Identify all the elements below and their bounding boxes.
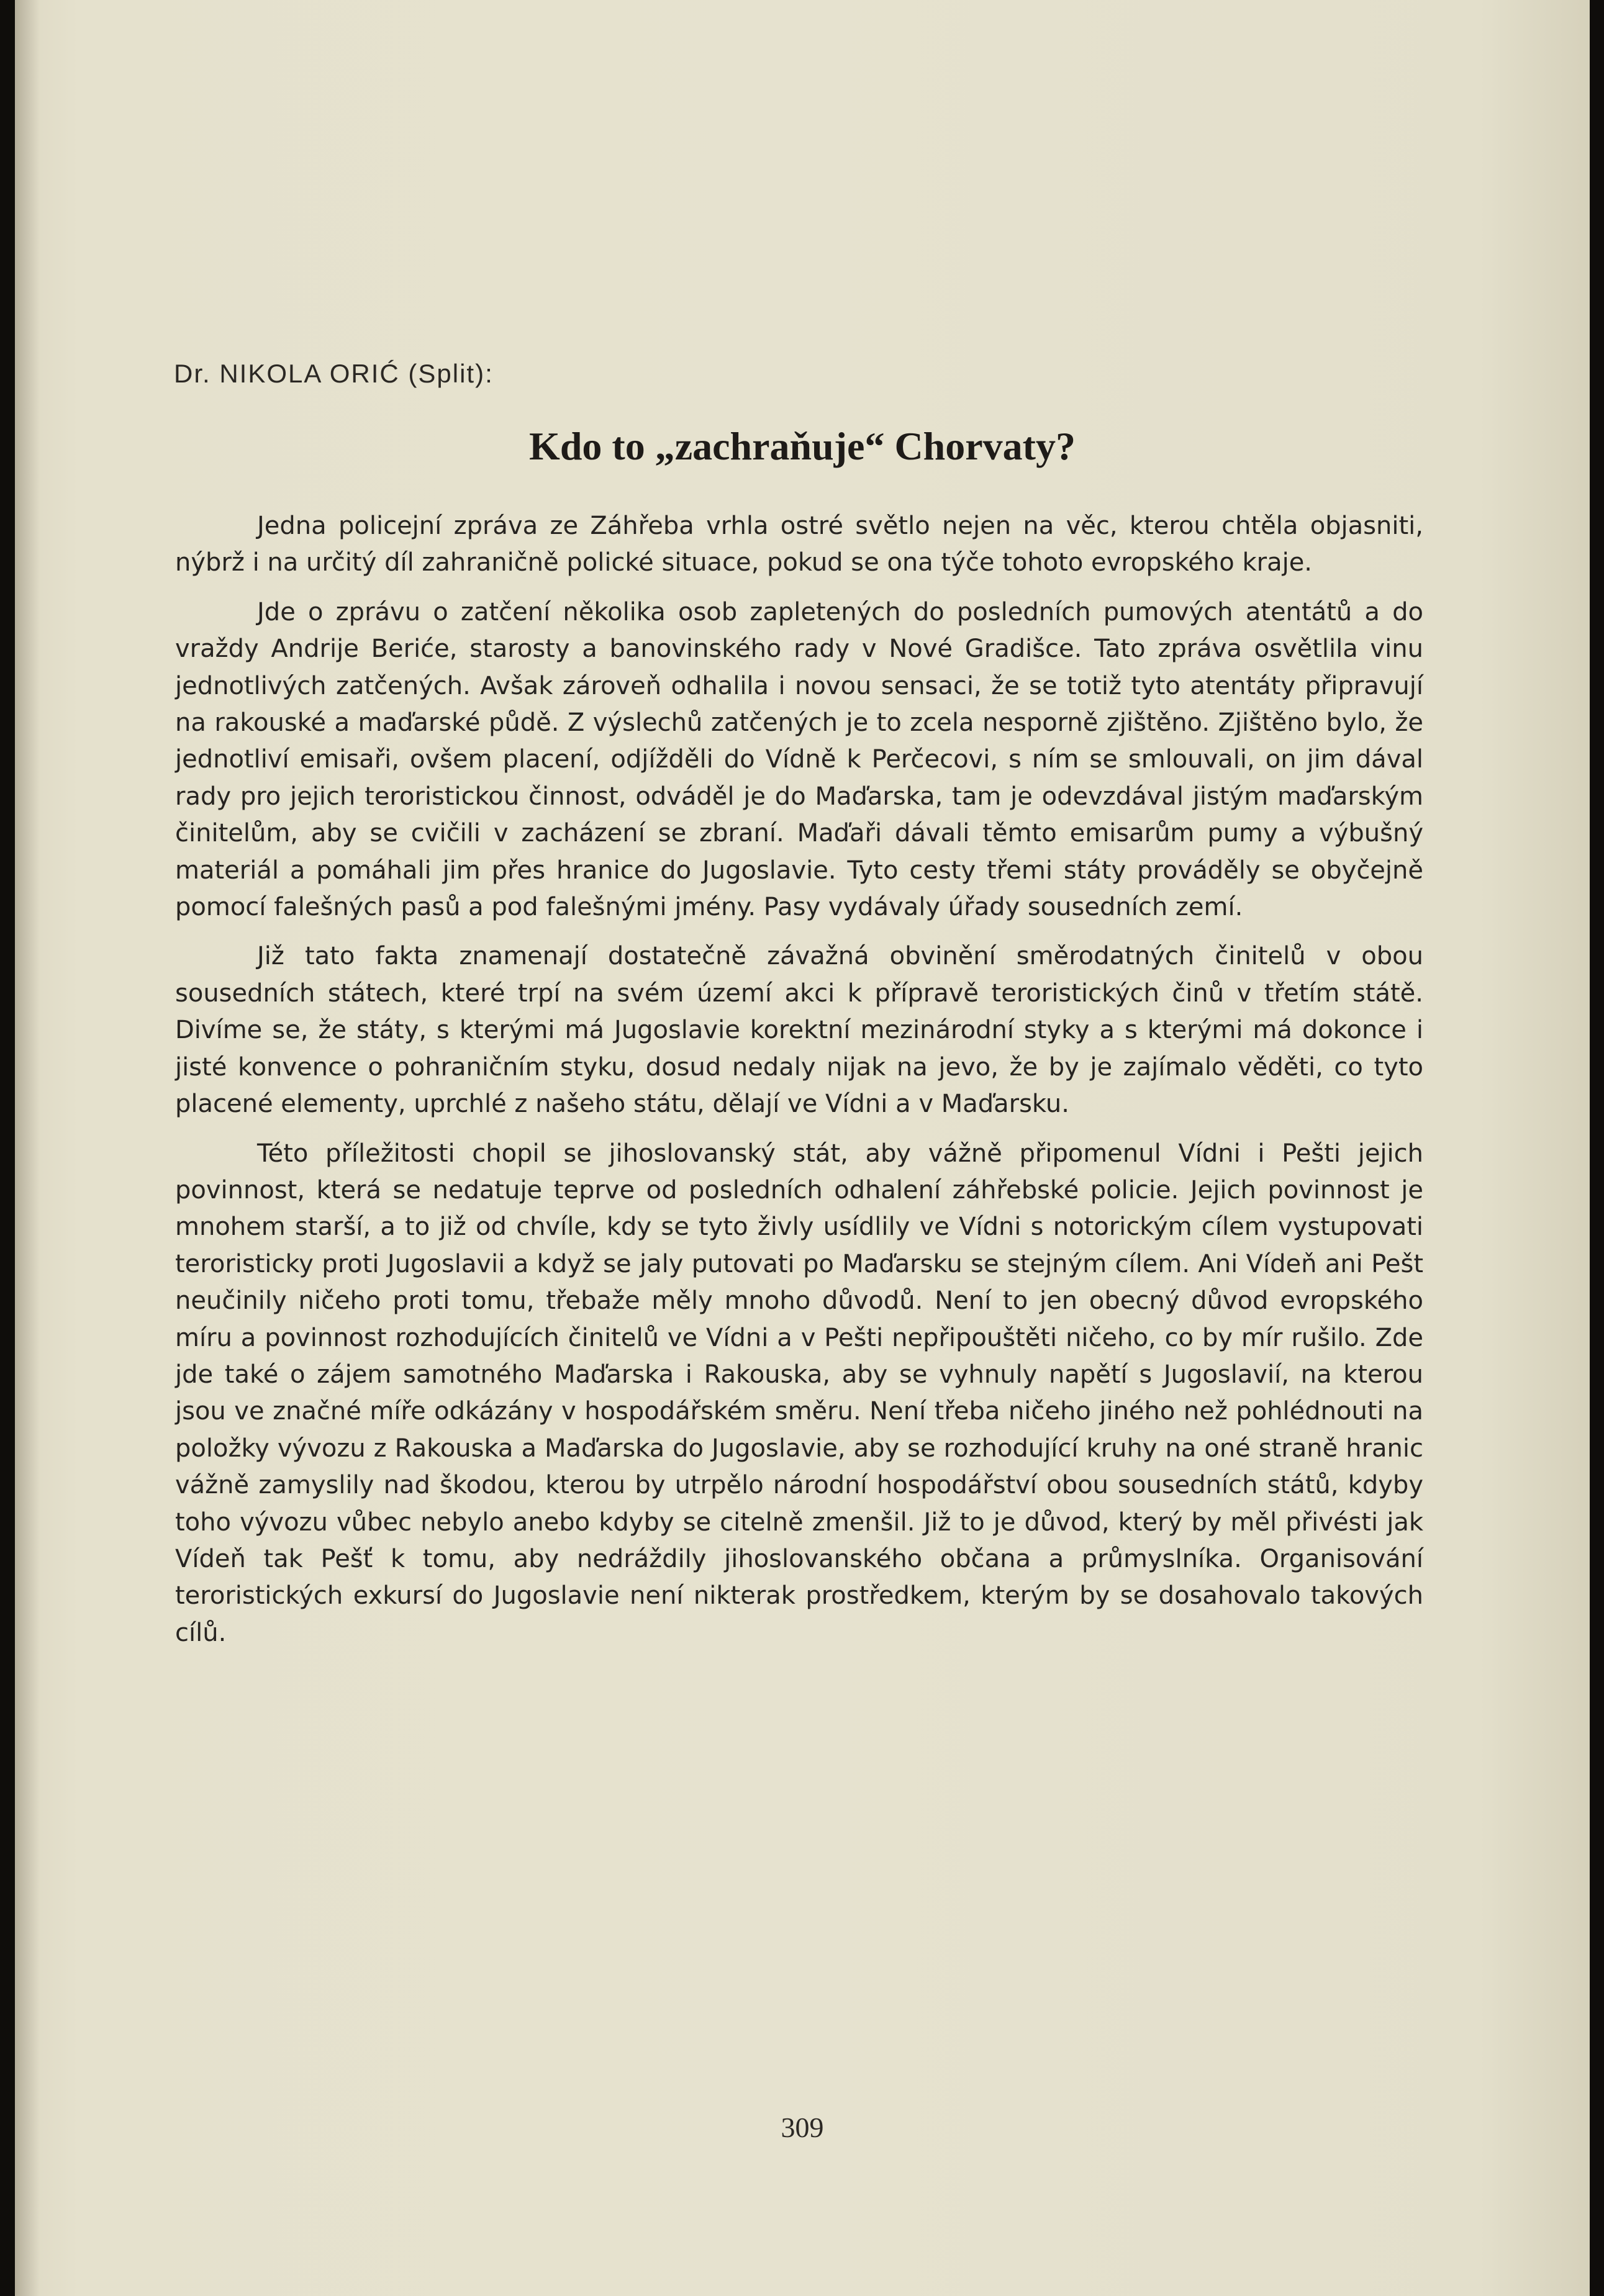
author-byline: Dr. NIKOLA ORIĆ (Split): <box>174 359 494 388</box>
paragraph: Jedna policejní zpráva ze Záhřeba vrhla ostré světlo nejen na věc, kterou chtěla objasniti, nýbrž i na určitý díl zahraničně polické situace, pokud se ona týče tohoto evropského kraje. <box>175 512 1423 577</box>
page-number: 309 <box>781 2112 824 2143</box>
paragraph: Jde o zprávu o zatčení několika osob zapletených do posledních pumových atentátů a do vraždy Andrije Beriće, starosty a banovinského rady v Nové Gradišce. Tato zpráva osvětlila vinu jednotlivých zatčených. Avšak zároveň odhalila i novou sensaci, že se totiž tyto atentáty připravují na rakouské a maďarské půdě. Z výslechů zatčených je to zcela nesporně zjištěno. Zjištěno bylo, že jednotliví emisaři, ovšem placení, odjížděli do Vídně k Perčecovi, s ním se smlouvali, on jim dával rady pro jejich teroristickou činnost, odváděl je do Maďarska, tam je odevzdával jistým maďarským činitelům, aby se cvičili v zacházení se zbraní. Maďaři dávali těmto emisarům pumy a výbušný materiál a pomáhali jim přes hranice do Jugoslavie. Tyto cesty třemi státy prováděly se obyčejně pomocí falešných pasů a pod falešnými jmény. Pasy vydávaly úřady sousedních zemí. <box>175 597 1423 922</box>
binding-shadow <box>15 0 40 2296</box>
paragraph: Již tato fakta znamenají dostatečně závažná obvinění směrodatných činitelů v obou sousedních státech, které trpí na svém území akci k přípravě teroristických činů v třetím státě. Divíme se, že státy, s kterými má Jugoslavie korektní mezinárodní styky a s kterými má dokonce i jisté konvence o pohraničním styku, dosud nedaly nijak na jevo, že by je zajímalo věděti, co tyto placené elementy, uprchlé z našeho státu, dělají ve Vídni a v Maďarsku. <box>175 942 1423 1119</box>
book-page <box>15 0 1590 2296</box>
paragraph: Této příležitosti chopil se jihoslovanský stát, aby vážně připomenul Vídni i Pešti jejich povinnost, která se nedatuje teprve od posledních odhalení záhřebské policie. Jejich povinnost je mnohem starší, a to již od chvíle, kdy se tyto živly usídlily ve Vídni s notorickým cílem vystupovati teroristicky proti Jugoslavii a když se jaly putovati po Maďarsku se stejným cílem. Ani Vídeň ani Pešt neučinily ničeho proti tomu, třebaže měly mnoho důvodů. Není to jen obecný důvod evropského míru a povinnost rozhodujících činitelů ve Vídni a v Pešti nepřipouštěti ničeho, co by mír rušilo. Zde jde také o zájem samotného Maďarska i Rakouska, aby se vyhnuly napětí s Jugoslavií, na kterou jsou ve značné míře odkázány v hospodářském směru. Není třeba ničeho jiného než pohlédnouti na položky vývozu z Rakouska a Maďarska do Jugoslavie, aby se rozhodující kruhy na oné straně hranic vážně zamyslily nad škodou, kterou by utrpělo národní hospodářství obou sousedních států, kdyby toho vývozu vůbec nebylo anebo kdyby se citelně zmenšil. Již to je důvod, který by měl přivésti jak Vídeň tak Pešť k tomu, aby nedráždily jihoslovanského občana a průmyslníka. Organisování teroristických exkursí do Jugoslavie není nikterak prostředkem, kterým by se dosahovalo takových cílů. <box>175 1139 1423 1647</box>
article-body <box>175 508 1423 1652</box>
article-title: Kdo to „zachraňuje“ Chorvaty? <box>529 424 1076 468</box>
